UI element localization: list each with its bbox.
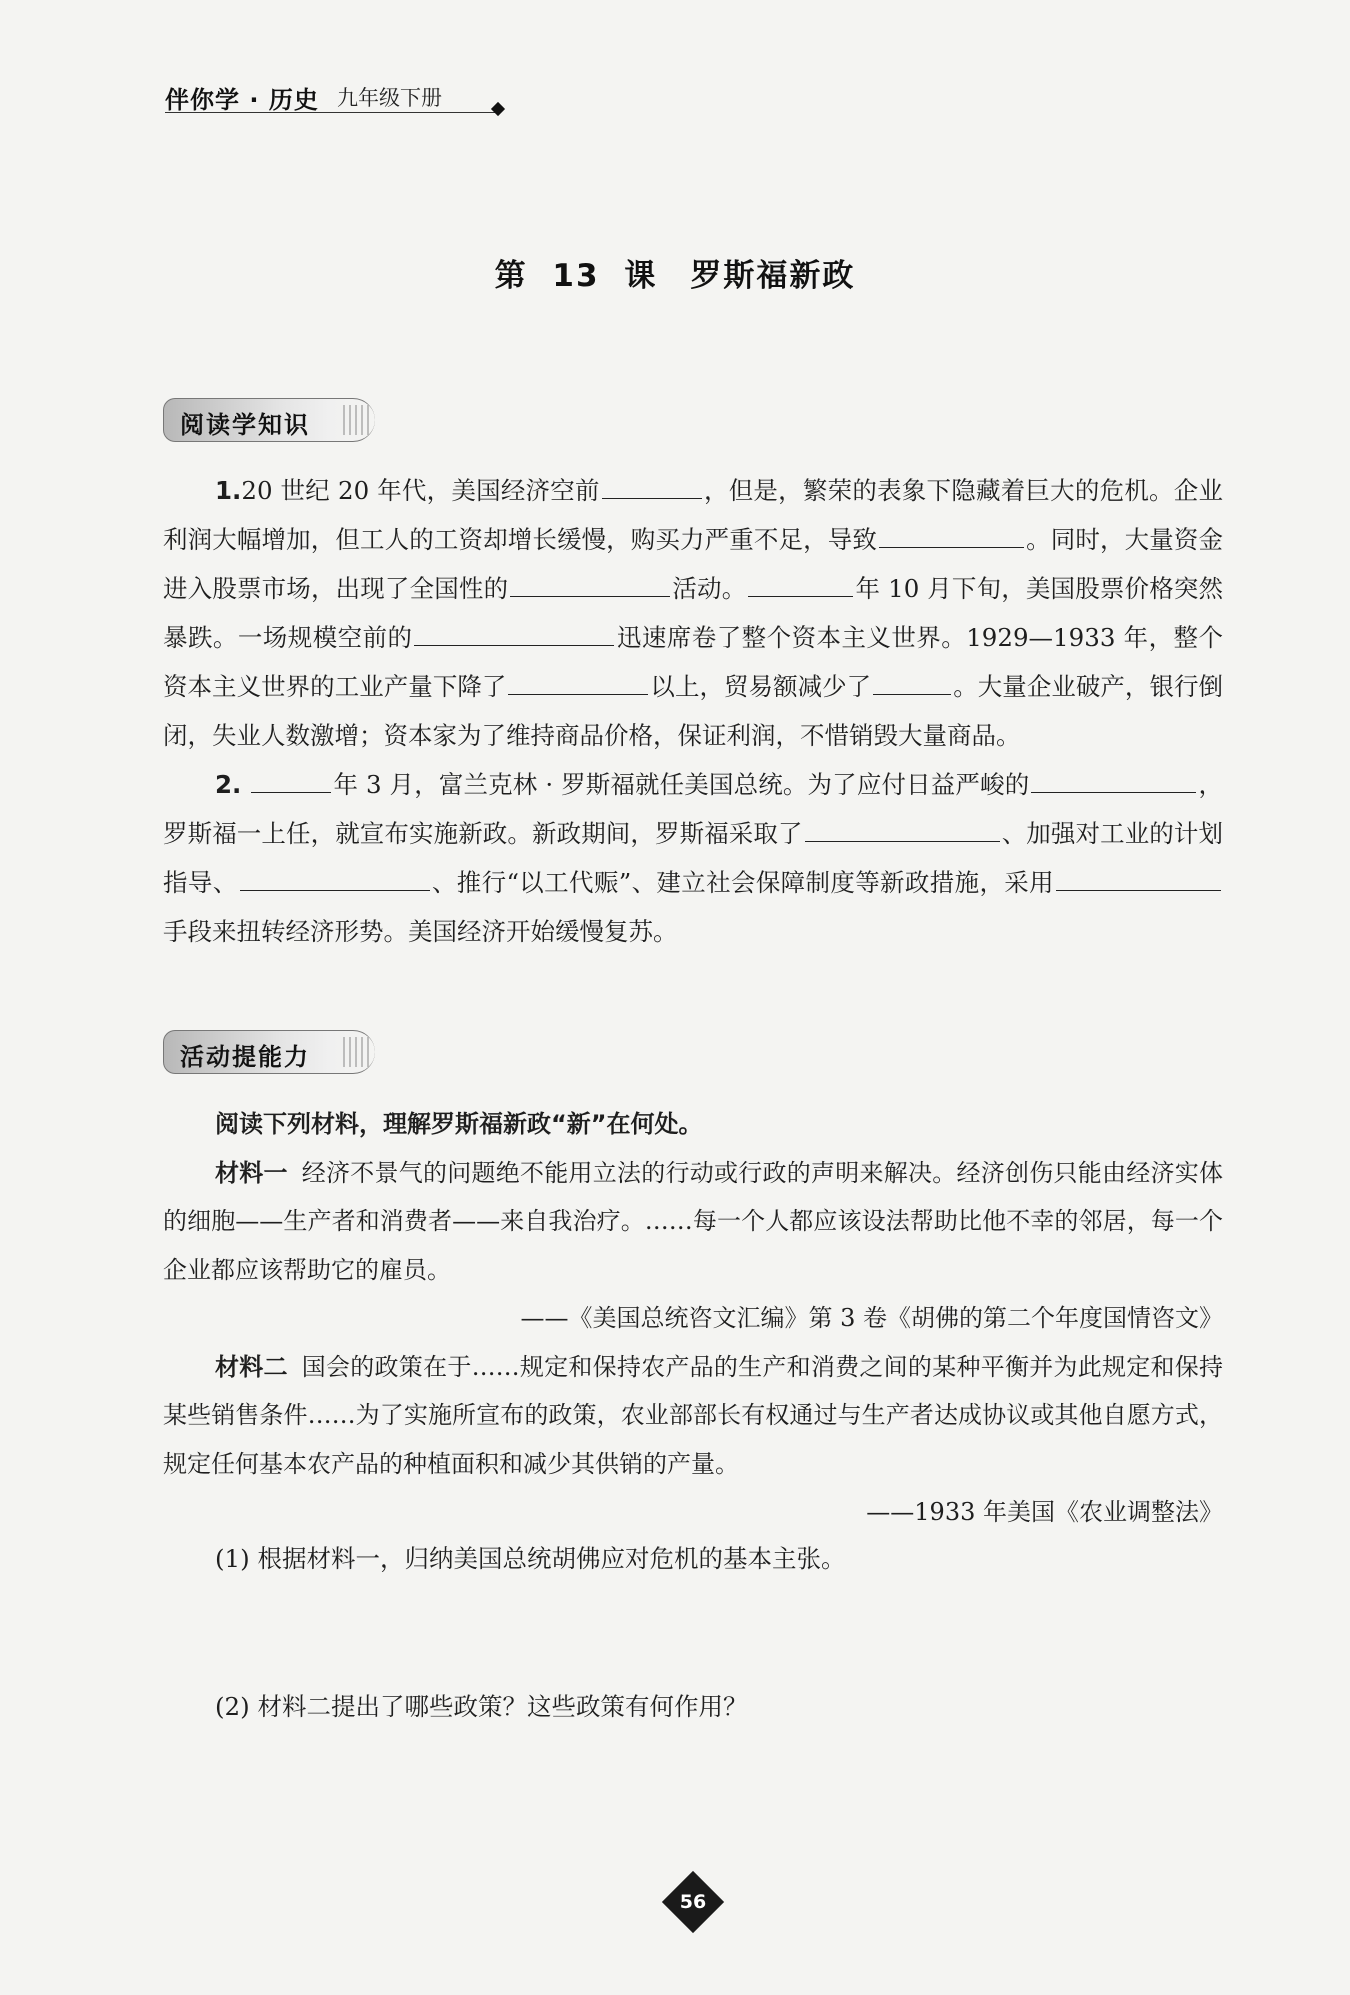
text-segment: 、加强对工业的计划指导、 [163, 819, 1224, 897]
text-segment: 活动。 [672, 574, 747, 603]
answer-blank[interactable] [1031, 762, 1196, 793]
answer-blank[interactable] [510, 566, 670, 597]
text-segment: 以上，贸易额减少了 [650, 672, 872, 701]
question-1 [163, 466, 1223, 760]
answer-blank[interactable] [508, 664, 648, 695]
answer-blank[interactable] [414, 615, 614, 646]
answer-blank[interactable] [602, 468, 702, 499]
section-label: 活动提能力 [180, 1043, 310, 1071]
activity-instruction: 阅读下列材料，理解罗斯福新政“新”在何处。 [215, 1110, 703, 1138]
running-header [165, 80, 500, 113]
page-number: 56 [679, 1891, 707, 1913]
answer-blank[interactable] [873, 664, 951, 695]
lesson-title: 第 13 课 罗斯福新政 [494, 258, 856, 294]
material-label: 材料一 [215, 1158, 288, 1187]
text-segment: 。大量企业破产，银行倒闭，失业人数激增；资本家为了维持商品价格，保证利润，不惜销毁大量商品。 [163, 672, 1224, 750]
answer-blank[interactable] [748, 566, 853, 597]
book-grade: 九年级下册 [337, 86, 442, 110]
material-label: 材料二 [215, 1352, 288, 1381]
answer-blank[interactable] [1056, 860, 1221, 891]
question-2 [163, 760, 1223, 956]
question-number: 2. [215, 770, 242, 799]
stripes-icon [343, 405, 369, 435]
reading-questions [163, 466, 1223, 956]
answer-blank[interactable] [879, 517, 1024, 548]
question-number: 1. [215, 476, 242, 505]
answer-blank[interactable] [805, 811, 1000, 842]
text-segment: 、推行“以工代赈”、建立社会保障制度等新政措施，采用 [431, 868, 1054, 897]
answer-blank[interactable] [251, 762, 331, 793]
material-1-source: ——《美国总统咨文汇编》第 3 卷《胡佛的第二个年度国情咨文》 [520, 1304, 1223, 1332]
text-segment: ，但是，繁荣的表象下隐藏着巨大的危机。企业利润大幅增加，但工人的工资却增长缓慢，购买力严重不足，导致 [163, 476, 1224, 554]
text-segment: 年 3 月，富兰克林 · 罗斯福就任美国总统。为了应付日益严峻的 [333, 770, 1030, 799]
text-segment: 手段来扭转经济形势。美国经济开始缓慢复苏。 [163, 917, 678, 946]
activity-materials [163, 1100, 1223, 1537]
material-2 [163, 1343, 1223, 1489]
answer-blank[interactable] [240, 860, 430, 891]
stripes-icon [343, 1037, 369, 1067]
material-2-source: ——1933 年美国《农业调整法》 [866, 1498, 1223, 1526]
text-segment: 年 10 月下旬，美国股票价格突然暴跌。一场规模空前的 [163, 574, 1224, 652]
text-segment: 。同时，大量资金进入股票市场，出现了全国性的 [163, 525, 1224, 603]
section-tag-activity [163, 1030, 375, 1074]
activity-question-1: (1) 根据材料一，归纳美国总统胡佛应对危机的基本主张。 [215, 1544, 846, 1573]
text-segment: ，罗斯福一上任，就宣布实施新政。新政期间，罗斯福采取了 [163, 770, 1223, 848]
activity-question-2: (2) 材料二提出了哪些政策？这些政策有何作用？ [215, 1692, 748, 1721]
material-text: 国会的政策在于……规定和保持农产品的生产和消费之间的某种平衡并为此规定和保持某些销售条件……为了实施所宣布的政策，农业部部长有权通过与生产者达成协议或其他自愿方式，规定任何基本农产品的种植面积和减少其供销的产量。 [163, 1352, 1224, 1478]
text-segment: 20 世纪 20 年代，美国经济空前 [241, 476, 600, 505]
text-segment: 迅速席卷了整个资本主义世界。1929—1933 年，整个资本主义世界的工业产量下降了 [163, 623, 1223, 701]
material-text: 经济不景气的问题绝不能用立法的行动或行政的声明来解决。经济创伤只能由经济实体的细胞——生产者和消费者——来自我治疗。……每一个人都应该设法帮助比他不幸的邻居，每一个企业都应该帮助它的雇员。 [163, 1158, 1223, 1284]
section-tag-reading [163, 398, 375, 442]
material-1 [163, 1149, 1223, 1295]
book-brand: 伴你学 · 历史 [165, 86, 319, 114]
section-label: 阅读学知识 [180, 411, 310, 439]
